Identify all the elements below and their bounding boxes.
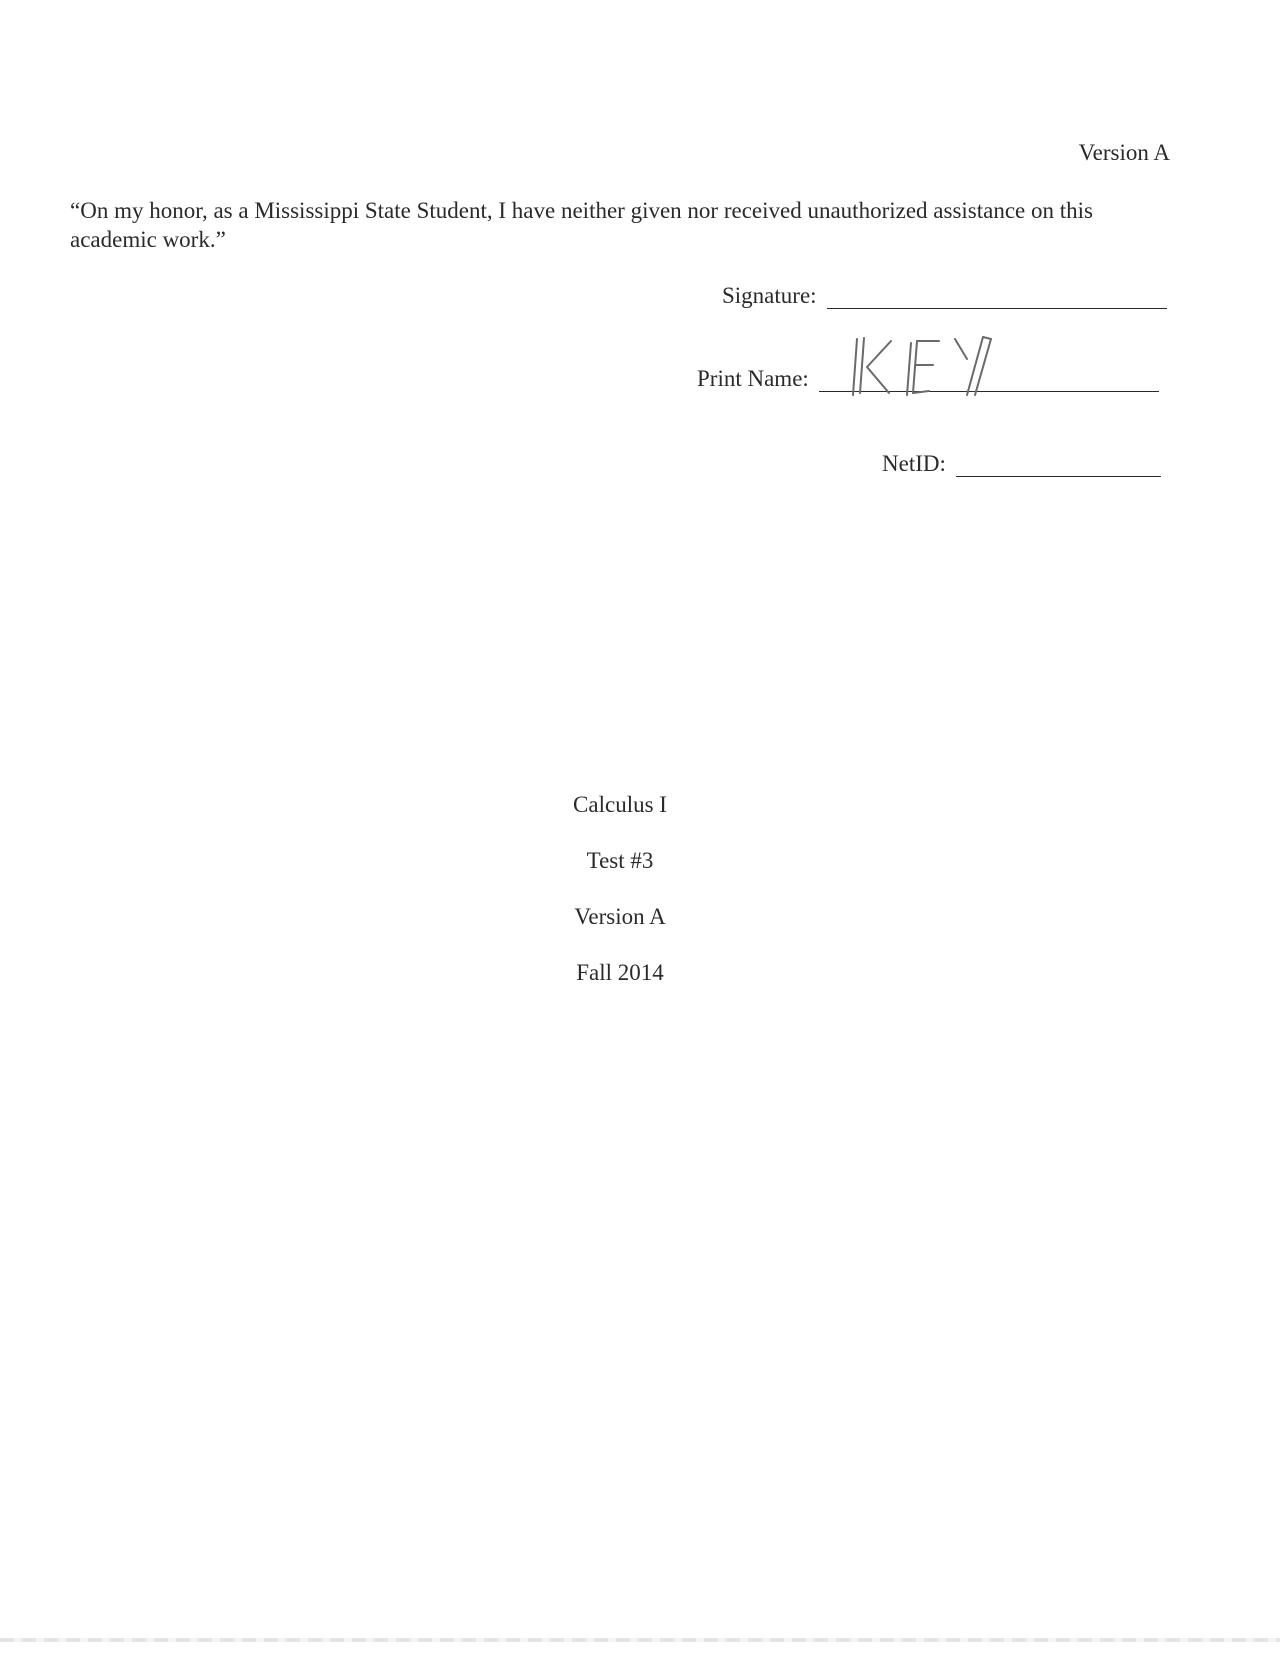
course-title: Calculus I bbox=[573, 792, 667, 817]
honor-statement: “On my honor, as a Mississippi State Student, I have neither given nor received unauthorized assistance on this academic work.” bbox=[70, 198, 1093, 252]
handwritten-key-mark bbox=[849, 333, 1009, 399]
version-label: Version A bbox=[1078, 140, 1170, 165]
test-number: Test #3 bbox=[586, 848, 654, 873]
print-name-label: Print Name: bbox=[697, 366, 809, 391]
test-term: Fall 2014 bbox=[576, 960, 664, 985]
netid-line[interactable] bbox=[956, 450, 1161, 477]
netid-field bbox=[882, 450, 1161, 477]
signature-field bbox=[722, 282, 1167, 309]
signature-line[interactable] bbox=[827, 282, 1167, 309]
signature-label: Signature: bbox=[722, 283, 817, 308]
scan-edge-artifact bbox=[0, 1638, 1280, 1642]
print-name-field bbox=[697, 365, 1159, 392]
print-name-line[interactable] bbox=[819, 365, 1159, 392]
netid-label: NetID: bbox=[882, 451, 946, 476]
test-version: Version A bbox=[574, 904, 666, 929]
